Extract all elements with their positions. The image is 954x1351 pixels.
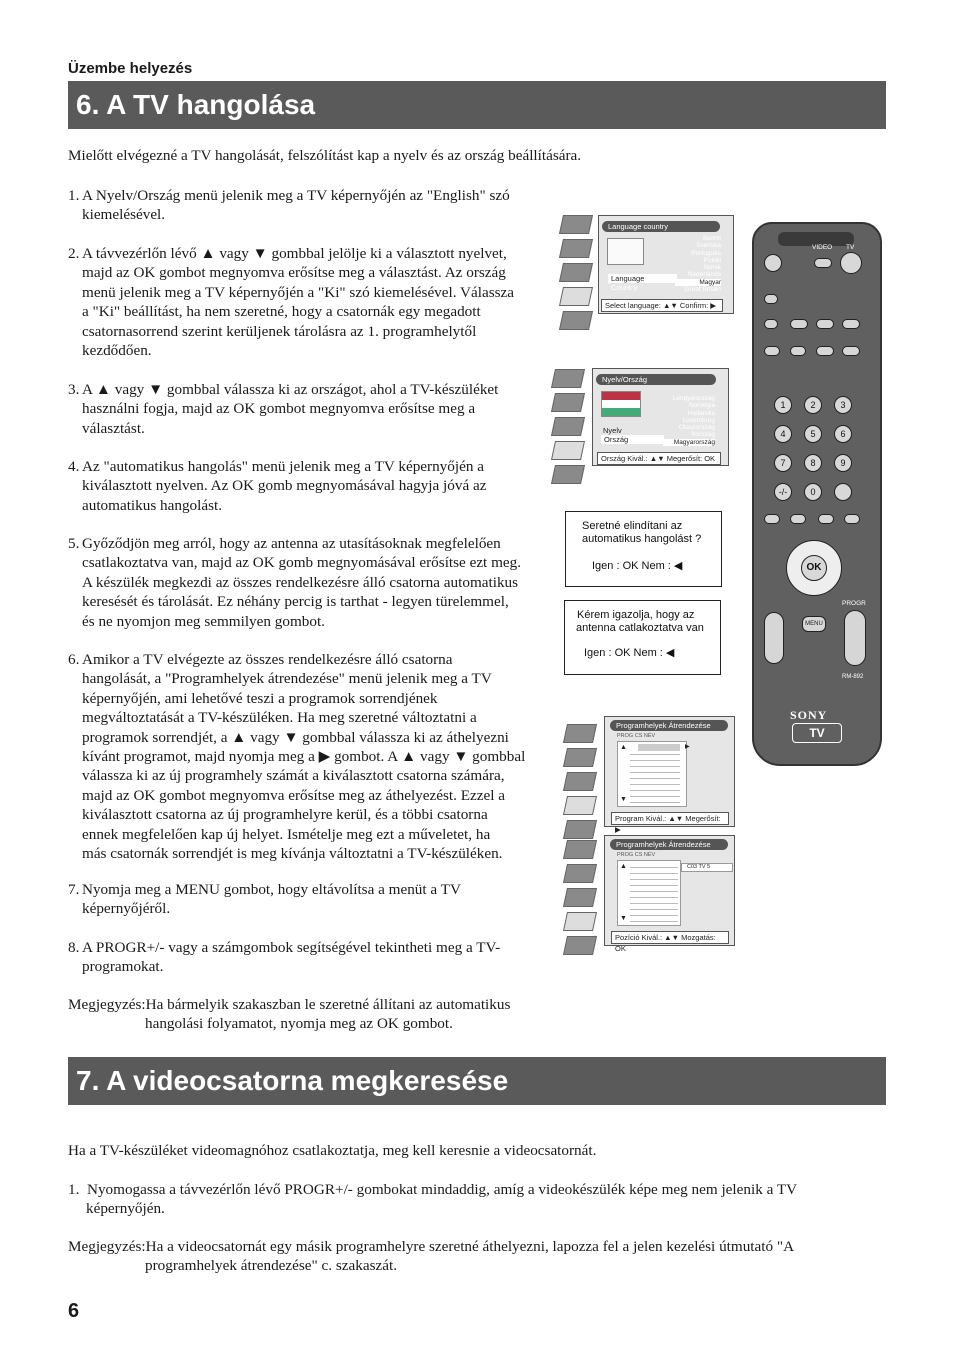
step-3 bbox=[68, 380, 548, 438]
step-number: 8. bbox=[68, 939, 80, 956]
tv-badge: TV bbox=[792, 723, 842, 743]
dialog-answer: Igen : OK Nem : ◀ bbox=[584, 647, 675, 659]
step-line: csatornasorrend szerint kerüljenek tárolásra az 1. programhelytől bbox=[82, 322, 477, 340]
language-item: Norsk bbox=[704, 264, 721, 272]
note-icon bbox=[551, 393, 585, 412]
menu-icon-column bbox=[553, 369, 583, 489]
number-button[interactable]: -/- bbox=[774, 483, 792, 501]
step-line: kiválasztott nyelven. Az OK gomb megnyomásával hagyja jóvá az bbox=[82, 477, 487, 495]
section-title-7: 7. A videocsatorna megkeresése bbox=[68, 1057, 886, 1105]
lines-icon bbox=[563, 936, 597, 955]
person-icon bbox=[551, 369, 585, 388]
step-line: csatlakoztatva van, majd az OK gomb megnyomásával erősítse ezt meg. bbox=[82, 554, 522, 572]
language-item: Polski bbox=[703, 256, 721, 264]
dialog-line: antenna catlakoztatva van bbox=[576, 622, 704, 634]
person-icon bbox=[563, 840, 597, 859]
intro-7: Ha a TV-készüléket videomagnóhoz csatlakoztatja, meg kell keresnie a videocsatornát. bbox=[68, 1142, 597, 1159]
arrow-down-icon: ▼ bbox=[620, 915, 627, 922]
country-item: Hollandia bbox=[687, 409, 715, 417]
step-line: programokat. bbox=[82, 958, 164, 976]
index-button[interactable] bbox=[790, 346, 806, 356]
country-item: Olaszország bbox=[678, 424, 715, 432]
table-rows bbox=[630, 751, 680, 805]
arrow-right-icon: ▶ bbox=[685, 744, 690, 750]
step-line: Győződjön meg arról, hogy az antenna az utasításoknak megfelelően bbox=[82, 535, 501, 552]
number-button[interactable]: 9 bbox=[834, 454, 852, 472]
mix-button[interactable] bbox=[816, 319, 834, 329]
flag-preview bbox=[607, 238, 644, 265]
screen-footer: Program Kivál.: ▲▼ Megerősít: ▶ bbox=[611, 812, 729, 825]
volume-rocker[interactable] bbox=[764, 612, 784, 664]
step-7 bbox=[68, 880, 548, 919]
language-item-selected: Magyar bbox=[675, 279, 721, 286]
menu-button[interactable]: MENU bbox=[802, 616, 826, 632]
country-item-selected: Magyarország bbox=[663, 439, 715, 446]
row-country: Country bbox=[611, 283, 638, 292]
dialog-antenna bbox=[564, 600, 721, 675]
step-line: hangolását, a "Programhelyek átrendezése" menü jelenik meg a TV bbox=[82, 670, 492, 688]
step-line: más csatornák sorrendjét is meg kívánja változtatni a TV-készüléken. bbox=[82, 845, 503, 863]
screen-programhelyek-2 bbox=[604, 835, 735, 953]
arrow-up-icon: ▲ bbox=[620, 744, 627, 751]
step-line: programok sorrendjét, a ▲ vagy ▼ gombbal válassza ki az áthelyezni bbox=[82, 728, 509, 746]
lines-icon bbox=[551, 465, 585, 484]
screen-programhelyek-1 bbox=[604, 716, 735, 834]
step-line: Nyomogassa a távvezérlőn lévő PROGR+/- gombokat mindaddig, amíg a videokészülék képe meg nem jelenik a TV bbox=[86, 1181, 798, 1198]
step-line: képernyőjén, ami lehetővé teszi a programok sorrendjének bbox=[82, 689, 438, 707]
dialog-answer: Igen : OK Nem : ◀ bbox=[592, 560, 683, 572]
number-button[interactable]: 6 bbox=[834, 425, 852, 443]
step-line: A távvezérlőn lévő ▲ vagy ▼ gombbal jelölje ki a választott nyelvet, bbox=[82, 245, 507, 262]
step-8 bbox=[68, 938, 548, 977]
step-line: menü jelenik meg a TV képernyőjén a "Ki" szó kiemelésével. Válassza bbox=[82, 283, 515, 301]
hold-button[interactable] bbox=[842, 319, 860, 329]
step-line: Nyomja meg a MENU gombot, hogy eltávolítsa a menüt a TV bbox=[82, 881, 461, 898]
display-button[interactable] bbox=[764, 294, 778, 304]
screen-footer: Ország Kivál.: ▲▼ Megerősít: OK bbox=[597, 452, 721, 465]
screen-footer: Select language: ▲▼ Confirm: ▶ bbox=[601, 299, 723, 312]
step-line: majd az OK gombot megnyomva erősítse meg az áthelyezést. Ezzel a bbox=[82, 786, 505, 804]
language-item: Suomi bbox=[702, 235, 721, 242]
note-icon bbox=[559, 239, 593, 258]
step-line: A PROGR+/- vagy a számgombok segítségével tekintheti meg a TV- bbox=[82, 939, 501, 956]
step-number: 1. bbox=[68, 1181, 80, 1198]
direction-pad[interactable] bbox=[786, 540, 842, 596]
note-icon bbox=[563, 864, 597, 883]
up-button[interactable] bbox=[842, 346, 860, 356]
sound-button[interactable] bbox=[764, 514, 780, 524]
step-line: A készülék megkezdi az összes rendelkezésre álló csatorna automatikus bbox=[82, 573, 519, 591]
step-line: a "Ki" beállítást, ha nem szeretné, hogy a csatornák egy megadott bbox=[82, 303, 481, 321]
video-power-button[interactable] bbox=[814, 258, 832, 268]
number-button[interactable]: 3 bbox=[834, 396, 852, 414]
flag-preview bbox=[601, 391, 641, 417]
program-table bbox=[617, 741, 687, 807]
number-button[interactable]: 2 bbox=[804, 396, 822, 414]
model-label: RM-892 bbox=[842, 674, 864, 680]
video-label: VIDEO bbox=[812, 244, 833, 251]
program-table bbox=[617, 860, 681, 926]
page-number: 6 bbox=[68, 1300, 80, 1322]
menu-icon-column bbox=[561, 215, 591, 335]
number-button[interactable]: 1 bbox=[774, 396, 792, 414]
teletext-button[interactable] bbox=[764, 319, 778, 329]
note-label: Megjegyzés: bbox=[68, 1238, 146, 1255]
step-2 bbox=[68, 244, 548, 360]
step-4 bbox=[68, 457, 548, 515]
screen-title: Programhelyek Átrendezése bbox=[610, 839, 728, 850]
person-icon bbox=[563, 724, 597, 743]
swap-button[interactable] bbox=[816, 346, 834, 356]
step-5 bbox=[68, 534, 548, 631]
brand-logo: SONY bbox=[790, 708, 828, 722]
mute-button[interactable] bbox=[764, 254, 782, 272]
step-line: válassza ki az új programhely számát a kiválasztott csatorna számára, bbox=[82, 767, 505, 785]
tv-label: TV bbox=[846, 244, 855, 251]
settings-button[interactable] bbox=[844, 514, 860, 524]
country-item: Norvégia bbox=[688, 402, 715, 410]
number-button[interactable]: 0 bbox=[804, 483, 822, 501]
section-label: Üzembe helyezés bbox=[68, 60, 193, 77]
step-number: 4. bbox=[68, 458, 80, 475]
picture-button[interactable] bbox=[818, 514, 834, 524]
table-header: PROG CS NÉV bbox=[617, 733, 656, 739]
step-6 bbox=[68, 650, 548, 863]
briefcase-icon bbox=[559, 287, 593, 306]
step-line: keresését és tárolását. Ez néhány percig is tarthat - legyen türelemmel, bbox=[82, 593, 509, 611]
number-button[interactable]: 5 bbox=[804, 425, 822, 443]
ok-button[interactable]: OK bbox=[801, 555, 827, 581]
note-icon bbox=[563, 748, 597, 767]
step-line: képernyőjéről. bbox=[82, 900, 171, 918]
screen-title: Nyelv/Ország bbox=[596, 374, 716, 385]
menu-icon-column bbox=[565, 724, 595, 844]
section-title-6: 6. A TV hangolása bbox=[68, 81, 886, 129]
step-line: és ne nyomjon meg semmilyen gombot. bbox=[82, 612, 325, 630]
progr-label: PROGR bbox=[842, 600, 866, 607]
table-rows bbox=[630, 864, 678, 922]
briefcase-icon bbox=[563, 912, 597, 931]
language-item: Nederlands bbox=[687, 271, 721, 279]
step-number: 6. bbox=[68, 651, 80, 668]
screen-language-country bbox=[598, 215, 734, 314]
screen-nyelv-orszag bbox=[592, 368, 729, 466]
tools-icon bbox=[563, 772, 597, 791]
program-rocker[interactable] bbox=[844, 610, 866, 666]
dialog-auto-tuning bbox=[565, 511, 722, 587]
language-item: Svenska bbox=[696, 242, 721, 250]
language-item: Português bbox=[691, 249, 721, 257]
step-7-1 bbox=[68, 1180, 888, 1219]
language-item: Great Britain bbox=[684, 286, 721, 294]
intro-6: Mielőtt elvégezné a TV hangolását, felszólítást kap a nyelv és az ország beállítására. bbox=[68, 147, 582, 164]
dialog-line: Kérem igazolja, hogy az bbox=[577, 609, 695, 621]
step-line: majd az OK gombot megnyomva erősítse meg a választást. Az ország bbox=[82, 264, 506, 282]
input-button[interactable] bbox=[790, 319, 808, 329]
dialog-line: Seretné elindítani az bbox=[582, 520, 683, 532]
step-line: automatikus hangolást. bbox=[82, 496, 223, 514]
moved-channel: C03 TV 5 bbox=[681, 863, 733, 872]
tools-icon bbox=[551, 417, 585, 436]
tv-power-button[interactable] bbox=[840, 252, 862, 274]
step-line: kívánt programot, majd nyomja meg a ▶ gombot. A ▲ vagy ▼ gombbal bbox=[82, 748, 526, 766]
step-line: kezdődően. bbox=[82, 342, 152, 360]
note-line: hangolási folyamatot, nyomja meg az OK gombot. bbox=[145, 1015, 453, 1033]
country-item: Luxemburg bbox=[682, 416, 715, 424]
lines-icon bbox=[563, 820, 597, 839]
language-list bbox=[675, 235, 721, 293]
step-number: 2. bbox=[68, 245, 80, 262]
number-button[interactable]: 8 bbox=[804, 454, 822, 472]
arrow-up-icon: ▲ bbox=[620, 863, 627, 870]
step-line: ennek megfelelően kap új helyet. Ismételje meg ezt a műveletet, ha bbox=[82, 825, 491, 843]
briefcase-icon bbox=[563, 796, 597, 815]
screen-title: Language country bbox=[602, 221, 720, 232]
step-line: használni fogja, majd az OK gombot megnyomva erősítse meg a bbox=[82, 400, 476, 418]
menu-icon-column bbox=[565, 840, 595, 960]
note-line: programhelyek átrendezése" c. szakaszát. bbox=[145, 1257, 398, 1275]
step-line: megváltoztatását a TV-készüléken. Ha meg szeretné változtatni a bbox=[82, 709, 477, 727]
note-line: Ha bármelyik szakaszban le szeretné állítani az automatikus bbox=[145, 996, 511, 1013]
tools-icon bbox=[563, 888, 597, 907]
step-line: Amikor a TV elvégezte az összes rendelkezésre álló csatorna bbox=[82, 651, 453, 668]
screen-title: Programhelyek Átrendezése bbox=[610, 720, 728, 731]
step-line: kiemelésével. bbox=[82, 206, 166, 224]
number-button[interactable]: 4 bbox=[774, 425, 792, 443]
selected-row bbox=[638, 744, 680, 751]
tools-icon bbox=[559, 263, 593, 282]
row-language: Nyelv bbox=[603, 426, 622, 435]
arrow-down-icon: ▼ bbox=[620, 796, 627, 803]
briefcase-icon bbox=[551, 441, 585, 460]
step-line: A ▲ vagy ▼ gombbal válassza ki az országot, ahol a TV-készüléket bbox=[82, 381, 499, 398]
step-1 bbox=[68, 186, 548, 225]
step-line: képernyőjén. bbox=[86, 1200, 165, 1218]
remote-control bbox=[752, 222, 882, 766]
screen-footer: Pozíció Kivál.: ▲▼ Mozgatás: OK bbox=[611, 931, 729, 944]
note-label: Megjegyzés: bbox=[68, 996, 146, 1013]
pip-button[interactable] bbox=[764, 346, 780, 356]
note-line: Ha a videocsatornát egy másik programhelyre szeretné áthelyezni, lapozza fel a jelen kezelési útmutató "A bbox=[145, 1238, 795, 1255]
table-header: PROG CS NÉV bbox=[617, 852, 656, 858]
step-number: 7. bbox=[68, 881, 80, 898]
step-number: 5. bbox=[68, 535, 80, 552]
country-item: Írország bbox=[691, 431, 715, 439]
step-line: Az "automatikus hangolás" menü jelenik meg a TV képernyőjén a bbox=[82, 458, 484, 475]
number-button[interactable]: 7 bbox=[774, 454, 792, 472]
row-country: Ország bbox=[601, 435, 664, 444]
step-number: 3. bbox=[68, 381, 80, 398]
step-number: 1. bbox=[68, 187, 80, 204]
row-language: Language bbox=[608, 274, 677, 283]
brightness-button[interactable] bbox=[790, 514, 806, 524]
person-icon bbox=[559, 215, 593, 234]
lines-icon bbox=[559, 311, 593, 330]
step-line: választást. bbox=[82, 419, 145, 437]
note-7 bbox=[68, 1237, 884, 1276]
step-line: A Nyelv/Ország menü jelenik meg a TV képernyőjén az "English" szó bbox=[82, 187, 510, 204]
step-line: kiválasztott csatorna az új programhelyre kerül, és a többi csatorna bbox=[82, 806, 488, 824]
country-list bbox=[663, 395, 715, 446]
country-item: Lengyelország bbox=[672, 395, 715, 402]
note-6 bbox=[68, 995, 558, 1034]
dialog-line: automatikus hangolást ? bbox=[582, 533, 702, 545]
number-button[interactable] bbox=[834, 483, 852, 501]
